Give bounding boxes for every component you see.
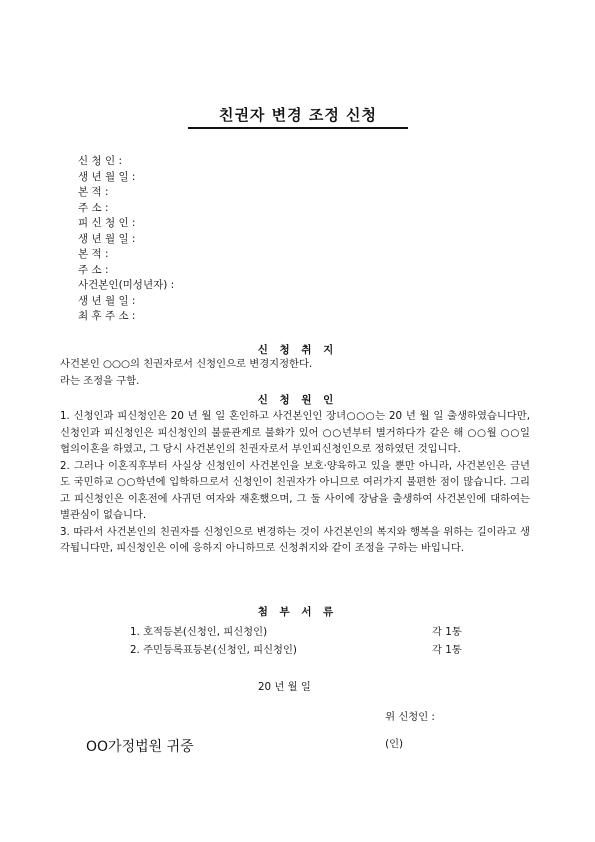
attachment-qty: 각 1통 — [432, 626, 462, 638]
reason-heading: 신 청 원 인 — [257, 394, 338, 406]
field-applicant-birth: 생 년 월 일 : — [78, 170, 136, 183]
party-fields — [78, 154, 174, 325]
attachments-heading: 첨 부 서 류 — [257, 606, 338, 618]
document-title: 친권자 변경 조정 신청 — [218, 106, 378, 124]
field-minor: 사건본인(미성년자) : — [78, 279, 175, 291]
field-respondent-birth: 생 년 월 일 : — [78, 232, 136, 245]
field-respondent-address: 주 소 : — [78, 263, 109, 276]
purpose-line: 라는 조정을 구함. — [60, 374, 140, 387]
reason-paragraph: 3. 따라서 사건본인의 친권자를 신청인으로 변경하는 것이 사건본인의 복지와 행복을 위하는 길이라고 생각됩니다만, 피신청인은 이에 응하지 아니하므로 신청취지와 같이 조정을 구하는 바입니다. — [60, 525, 530, 554]
field-minor-last-address: 최 후 주 소 : — [78, 310, 136, 322]
seal-mark: (인) — [385, 738, 404, 750]
attachment-item: 1. 호적등본(신청인, 피신청인) — [130, 626, 268, 638]
field-respondent: 피 신 청 인 : — [78, 217, 136, 229]
reason-paragraph: 2. 그러나 이혼직후부터 사실상 신청인이 사건본인을 보호·양육하고 있을 뿐만 아니라, 사건본인은 금년도 국민하교 ○○학년에 입학하므로서 신청인이 친권자가 아니므로 여러가지 불편한 점이 많습니다. 그리고 피신청인은 이혼전에 사귀던 여자와 재혼했으며, 그 둘 사이에 장남을 출생하여 사건본인에 대하여는 별관심이 없습니다. — [60, 459, 530, 521]
signature-line — [372, 696, 445, 762]
field-minor-birth: 생 년 월 일 : — [78, 294, 136, 307]
field-applicant: 신 청 인 : — [78, 155, 122, 167]
title-underline — [188, 127, 408, 129]
attachment-qty: 각 1통 — [432, 644, 462, 656]
purpose-body — [60, 356, 530, 389]
field-respondent-domicile: 본 적 : — [78, 248, 109, 260]
field-applicant-domicile: 본 적 : — [78, 186, 109, 198]
reason-body — [60, 408, 530, 557]
document-date: 20 년 월 일 — [258, 681, 311, 693]
reason-paragraph: 1. 신청인과 피신청인은 20 년 월 일 혼인하고 사건본인인 장녀○○○는 20 년 월 일 출생하였습니다만, 신청인과 피신청인은 피신청인의 불륜관계로 불화가 있어 ○○년부터 별거하다가 같은 해 ○○월 ○○일 협의이혼을 하였고, 그 당시 사건본인의 친권자로서 부인피신청인으로 정하였던 것입니다. — [60, 410, 530, 455]
field-applicant-address: 주 소 : — [78, 201, 109, 214]
court-addressee: OO가정법원 귀중 — [86, 739, 194, 755]
attachment-item: 2. 주민등록표등본(신청인, 피신청인) — [130, 644, 297, 656]
purpose-line: 사건본인 ○○○의 친권자로서 신청인으로 변경지정한다. — [60, 358, 313, 370]
signature-label: 위 신청인 : — [385, 711, 435, 723]
purpose-heading: 신 청 취 지 — [257, 344, 338, 356]
